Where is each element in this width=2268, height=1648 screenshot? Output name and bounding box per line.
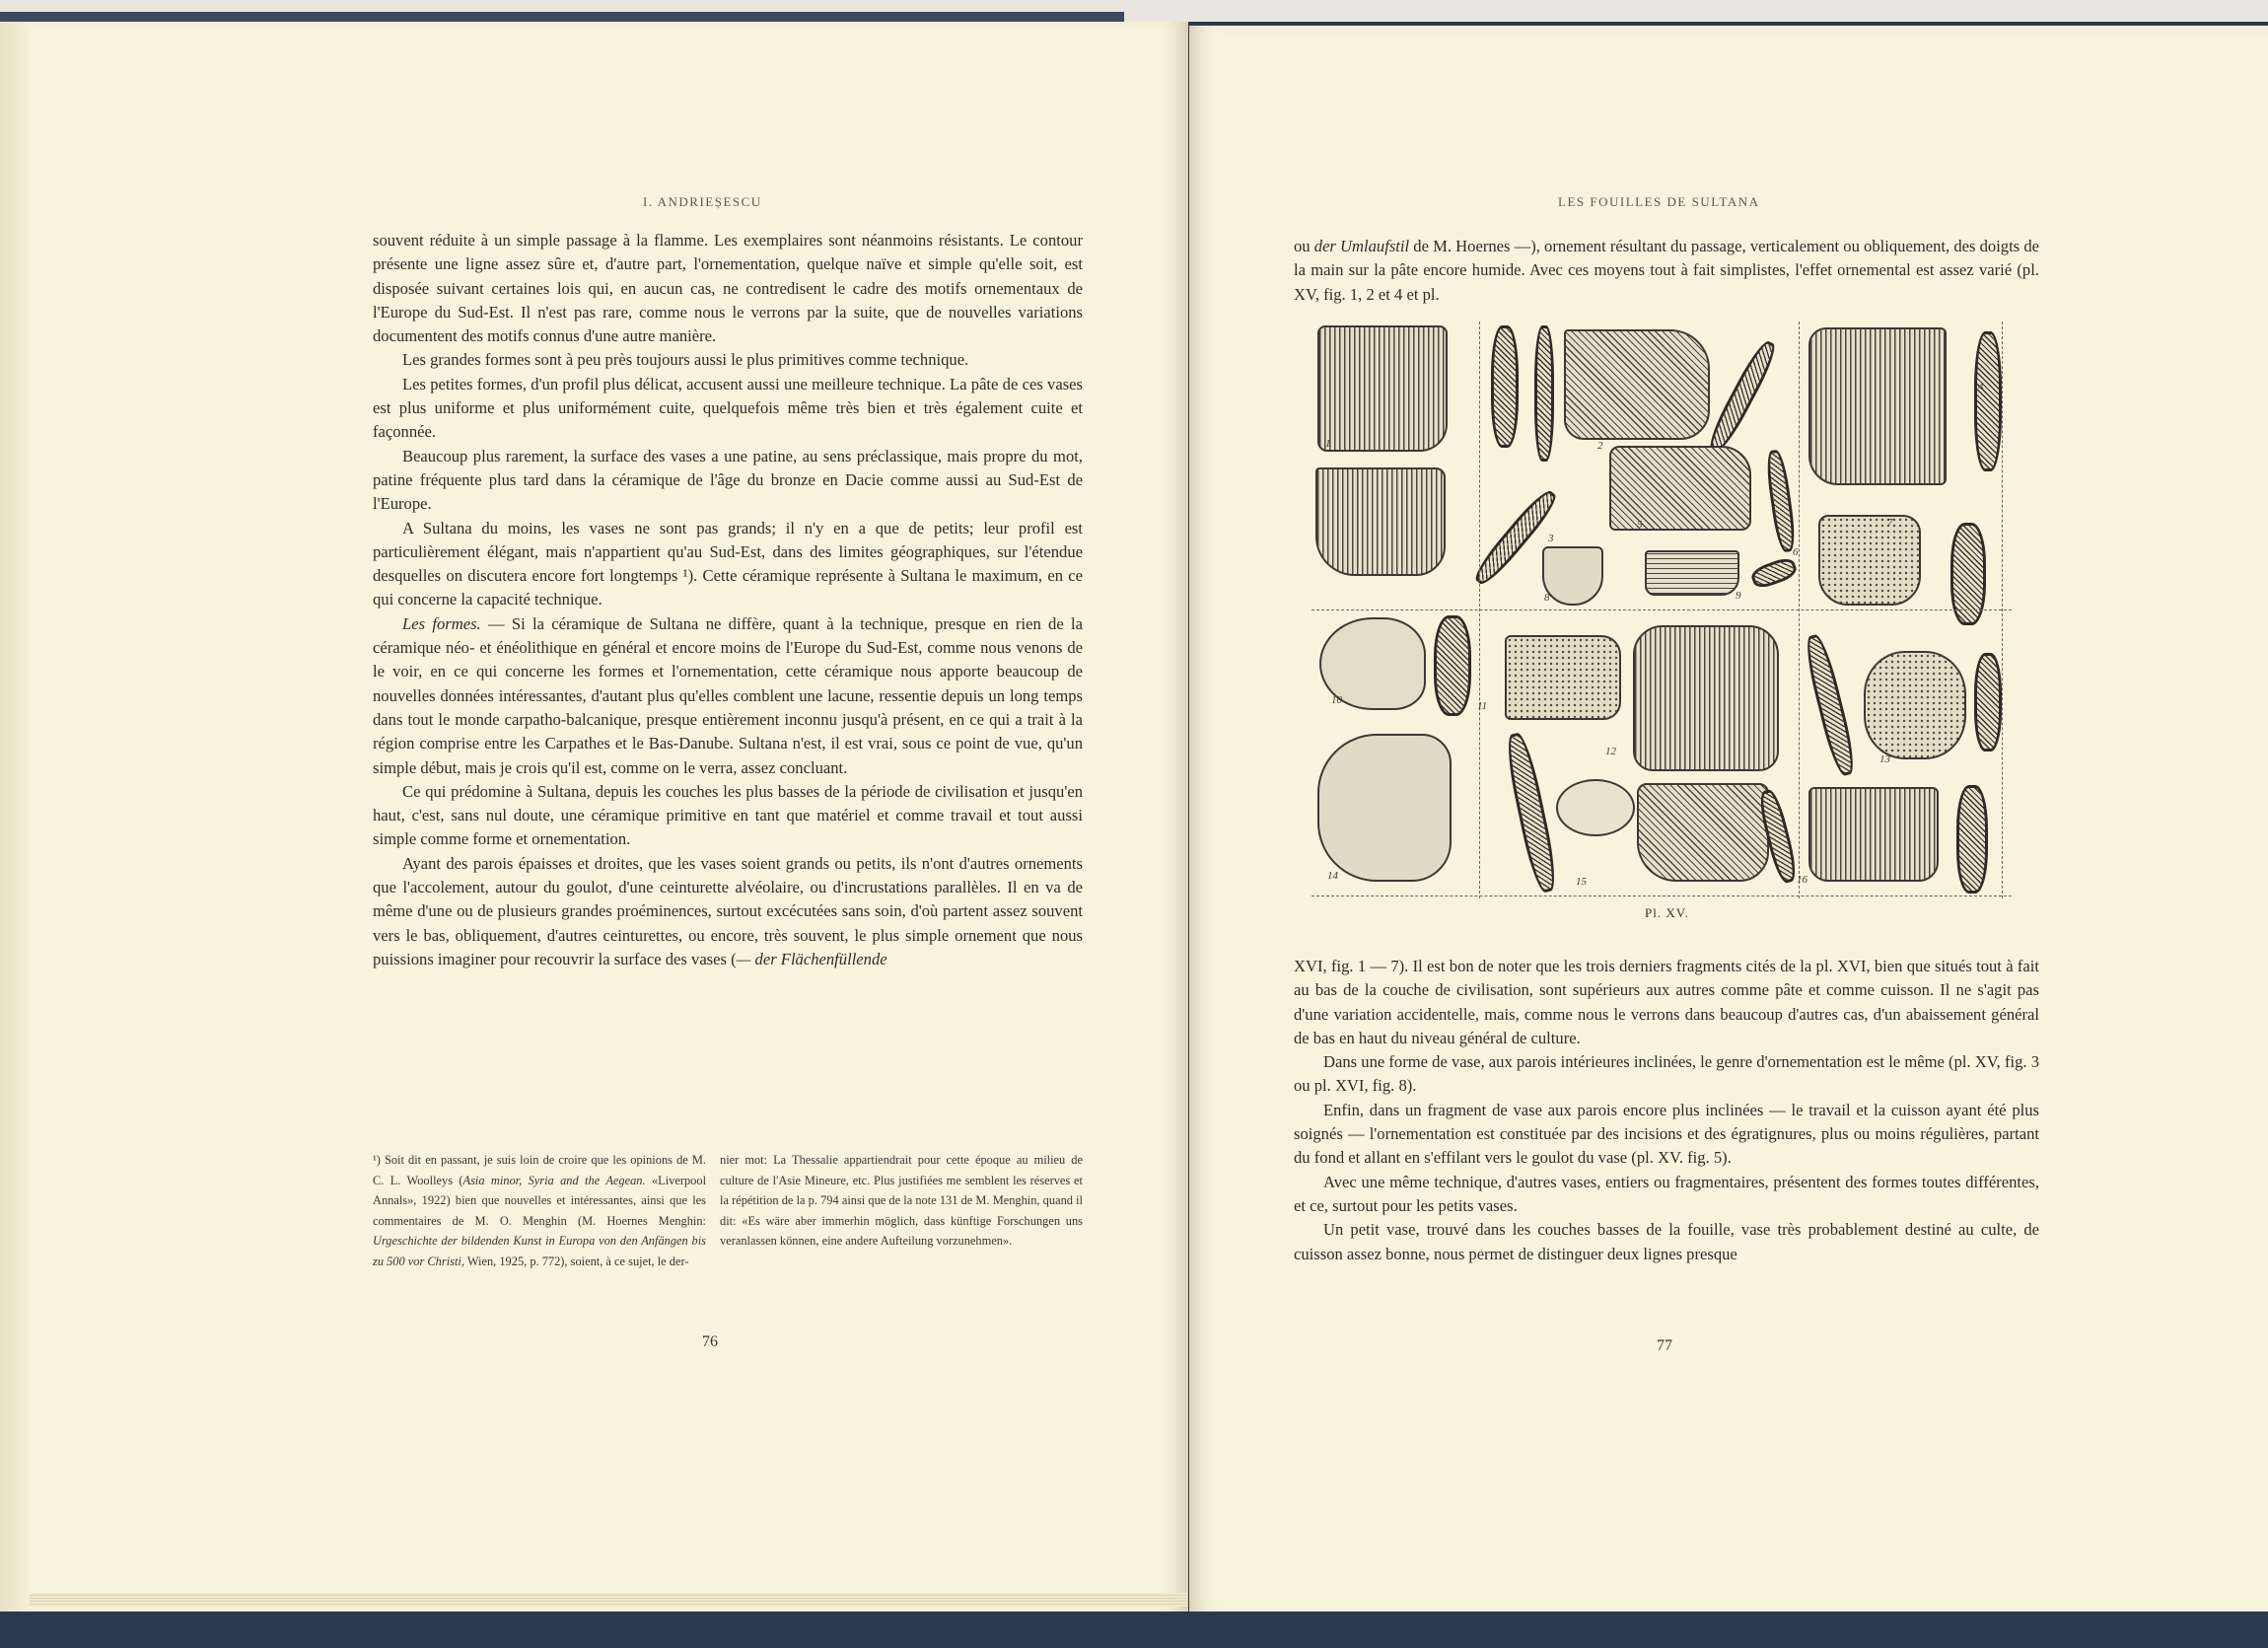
sherd-fig-16 bbox=[1808, 787, 1939, 882]
figure-number: 13 bbox=[1879, 753, 1890, 765]
figure-number: 3 bbox=[1548, 533, 1554, 544]
profile-section bbox=[1704, 337, 1781, 456]
italic-heading: Les formes. bbox=[402, 613, 481, 633]
footnote-italic: Asia minor, Syria and the Aegean. bbox=[462, 1173, 646, 1187]
sherd-fig-5 bbox=[1645, 550, 1739, 596]
book-binding-bottom bbox=[0, 1608, 2268, 1648]
sherd-fig-2 bbox=[1564, 329, 1710, 440]
figure-number: 9 bbox=[1736, 590, 1741, 602]
footnote-italic: Urgeschichte der bildenden Kunst in Europa von den Anfängen bis zu 500 vor Christi, bbox=[373, 1234, 706, 1268]
figure-number: 7 bbox=[1887, 517, 1893, 529]
footnote-text: ¹) Soit dit en passant, je suis loin de croire que les opinions de M. C. L. Woolleys ( bbox=[373, 1153, 706, 1187]
paragraph-text: — Si la céramique de Sultana ne diffère, quant à la technique, presque en rien de la céramique néo- et énéolithique en général et encore moins de l'Europe du Sud-Est, comme nous venons de le voir, en ce qui concerne les formes et l'ornementation, cette céramique nous apporte beaucoup de nouvelles données intéressantes, d'autant plus qu'elles comblent une lacune, ressentie depuis un long temps dans tout le monde carpatho-balcanique, presque entièrement inconnu jusqu'à présent, en ce qui a trait à la région comprise entre les Carpathes et le Bas-Danube. Sultana n'est, il est vrai, sous ce point de vue, qu'un simple début, mais je crois qu'il est, comme on le verra, assez concluant. bbox=[373, 613, 1083, 777]
sherd-fig-4 bbox=[1808, 327, 1947, 485]
right-running-head: LES FOUILLES DE SULTANA bbox=[1558, 194, 1760, 209]
footnotes bbox=[373, 1150, 1083, 1318]
paragraph: A Sultana du moins, les vases ne sont pas grands; il n'y en a que de petits; leur profil est particulièrement élégant, mais n'appartient qu'au Sud-Est, dans des limites géographiques, sur l'étendue desquelles on discutera encore fort longtemps ¹). Cette céramique représente à Sultana le maximum, en ce qui concerne la capacité technique. bbox=[373, 518, 1083, 609]
profile-section bbox=[1434, 615, 1471, 716]
figure-number: 10 bbox=[1331, 694, 1342, 706]
figure-number: 1 bbox=[1325, 438, 1331, 450]
paragraph bbox=[1294, 235, 2039, 307]
figure-number: 2 bbox=[1597, 440, 1603, 452]
sherd-fig-3 bbox=[1609, 446, 1751, 531]
plate-caption: Pl. XV. bbox=[1645, 905, 1689, 920]
right-top-text bbox=[1294, 235, 2039, 307]
figure-number: 4 bbox=[1978, 381, 1984, 393]
profile-section bbox=[1956, 785, 1988, 894]
profile-section bbox=[1534, 325, 1554, 462]
italic-term: der Umlaufstil bbox=[1313, 237, 1410, 255]
paragraph: Enfin, dans un fragment de vase aux parois encore plus inclinées — le travail et la cuisson ayant été plus soignés — l'ornementation est constituée par des incisions et des égratignures, plus ou moins régulières, partant du fond et allant en s'effilant vers le goulot du vase (pl. XV. fig. 5). bbox=[1294, 1100, 2039, 1168]
paragraph: XVI, fig. 1 — 7). Il est bon de noter que les trois derniers fragments cités de la pl. XVI, bien que situés tout à fait au bas de la couche de civilisation, sont supérieurs aux autres comme pâte et comme cuisson. Il ne s'agit pas d'une variation accidentelle, mais, comme nous le verrons dans beaucoup d'autres cas, d'un abaissement général de bas en haut du niveau général de culture. bbox=[1294, 957, 2039, 1047]
profile-section bbox=[1802, 632, 1860, 777]
profile-section bbox=[1764, 449, 1798, 553]
figure-number: 12 bbox=[1605, 746, 1616, 757]
paragraph: Beaucoup plus rarement, la surface des vases a une patine, au sens préclassique, mais propre du mot, patine fréquente plus tard dans la céramique de l'âge du bronze en Dacie comme aussi au Sud-Est de l'Europe. bbox=[373, 446, 1083, 514]
plate-xv-figure bbox=[1311, 322, 2012, 898]
footnote-column-2: nier mot: La Thessalie appartiendrait pour cette époque au milieu de culture de l'Asie Mineure, etc. Plus justifiées me semblent les réserves et la répétition de la p. 794 ainsi que de la note 131 de M. Menghin, quand il dit: «Es wäre aber immerhin möglich, dass künftige Forschungen uns veranlassen können, eine andere Aufteilung vorzunehmen». bbox=[720, 1153, 1083, 1249]
handle-fig-15 bbox=[1556, 779, 1635, 836]
left-page-edge bbox=[0, 22, 30, 1612]
paragraph-formes bbox=[373, 612, 1083, 780]
figure-number: 8 bbox=[1544, 592, 1550, 604]
paragraph: Les grandes formes sont à peu près toujours aussi le plus primitives comme technique. bbox=[402, 350, 969, 370]
sherd-fig-15 bbox=[1637, 783, 1769, 882]
right-page-number: 77 bbox=[1657, 1337, 1672, 1354]
profile-section bbox=[1491, 325, 1519, 448]
paragraph-last bbox=[373, 852, 1083, 971]
profile-section bbox=[1974, 331, 2002, 471]
left-running-head: I. ANDRIEȘESCU bbox=[643, 194, 762, 209]
footnote-column-1 bbox=[373, 1150, 706, 1272]
sherd-fig-13 bbox=[1864, 651, 1966, 759]
paragraph: Un petit vase, trouvé dans les couches basses de la fouille, vase très probablement destiné au culte, de cuisson assez bonne, nous permet de distinguer deux lignes presque bbox=[1294, 1220, 2039, 1263]
paragraph: Les petites formes, d'un profil plus délicat, accusent aussi une meilleure technique. La pâte de ces vases est plus uniforme et plus uniformément cuite, quelquefois même très bien et très également cuite et façonnée. bbox=[373, 374, 1083, 442]
paragraph-text: de M. Hoernes —), ornement résultant du passage, verticalement ou obliquement, des doigts de la main sur la pâte encore humide. Avec ces moyens tout à fait simplistes, l'effet ornemental est assez varié (pl. XV, fig. 1, 2 et 4 et pl. bbox=[1294, 237, 2039, 304]
footnote-text: «Liverpool Annals», 1922) bien que nouvelles et intéressantes, ainsi que les commentaires de M. O. Menghin (M. Hoernes Menghin: bbox=[373, 1173, 707, 1228]
figure-number: 14 bbox=[1327, 870, 1338, 882]
profile-section bbox=[1974, 653, 2002, 752]
figure-number: 15 bbox=[1576, 876, 1587, 888]
sherd-fig-2b bbox=[1315, 467, 1446, 576]
sherd-fig-11 bbox=[1505, 635, 1621, 720]
figure-number: 6 bbox=[1793, 546, 1799, 558]
plate-guide-line bbox=[1311, 609, 2012, 610]
vessel-fig-7 bbox=[1818, 515, 1921, 606]
sherd-fig-1 bbox=[1317, 325, 1448, 452]
left-page-number: 76 bbox=[702, 1333, 718, 1350]
italic-term: — der Flächenfüllende bbox=[736, 949, 887, 968]
left-body-text bbox=[373, 229, 1083, 971]
page-stack-edge bbox=[30, 1593, 1187, 1607]
cup-fig-8 bbox=[1542, 546, 1603, 606]
paragraph: Dans une forme de vase, aux parois intérieures inclinées, le genre d'ornementation est le même (pl. XV, fig. 3 ou pl. XVI, fig. 8). bbox=[1294, 1052, 2039, 1096]
paragraph: Ce qui prédomine à Sultana, depuis les couches les plus basses de la période de civilisation et jusqu'en haut, c'est, sans nul doute, une céramique primitive en tant que matériel et comme travail et tout aussi simple comme forme et ornementation. bbox=[373, 781, 1083, 849]
figure-number: 16 bbox=[1797, 874, 1807, 886]
paragraph-text: ou bbox=[1294, 237, 1314, 255]
right-body-text bbox=[1294, 955, 2039, 1266]
paragraph-text: Ayant des parois épaisses et droites, que les vases soient grands ou petits, ils n'ont d'autres ornements que l'accolement, autour du goulot, d'une ceinturette alvéolaire, ou d'incrustations parallèles. Il en va de même d'une ou de plusieurs grandes proéminences, surtout excécutées sans soin, d'où partent assez souvent vers le bas, obliquement, d'autres ceinturettes, ou encore, très souvent, le plus simple ornement que nous puissions imaginer pour recouvrir la surface des vases ( bbox=[373, 853, 1083, 968]
profile-section bbox=[1502, 731, 1561, 895]
figure-number: 5 bbox=[1637, 519, 1643, 531]
footnote-text: Wien, 1925, p. 772), soient, à ce sujet, le der- bbox=[463, 1254, 689, 1268]
sherd-fig-14 bbox=[1317, 734, 1452, 882]
figure-number: 11 bbox=[1477, 700, 1488, 712]
paragraph: souvent réduite à un simple passage à la flamme. Les exemplaires sont néanmoins résistants. Le contour présente une ligne assez sûre et, d'autre part, l'ornementation, quelque naïve et simple qu'elle soit, est disposée suivant certaines lois qui, en aucun cas, ne contredisent le cadre des motifs ornementaux de l'Europe du Sud-Est. Il n'est pas rare, comme nous le verrons par la suite, que de nouvelles variations documentent des motifs connus d'une autre manière. bbox=[373, 231, 1083, 346]
sherd-fig-12 bbox=[1633, 625, 1779, 771]
paragraph: Avec une même technique, d'autres vases, entiers ou fragmentaires, présentent des formes toutes différentes, et ce, surtout pour les petits vases. bbox=[1294, 1172, 2039, 1215]
profile-section bbox=[1749, 555, 1800, 591]
